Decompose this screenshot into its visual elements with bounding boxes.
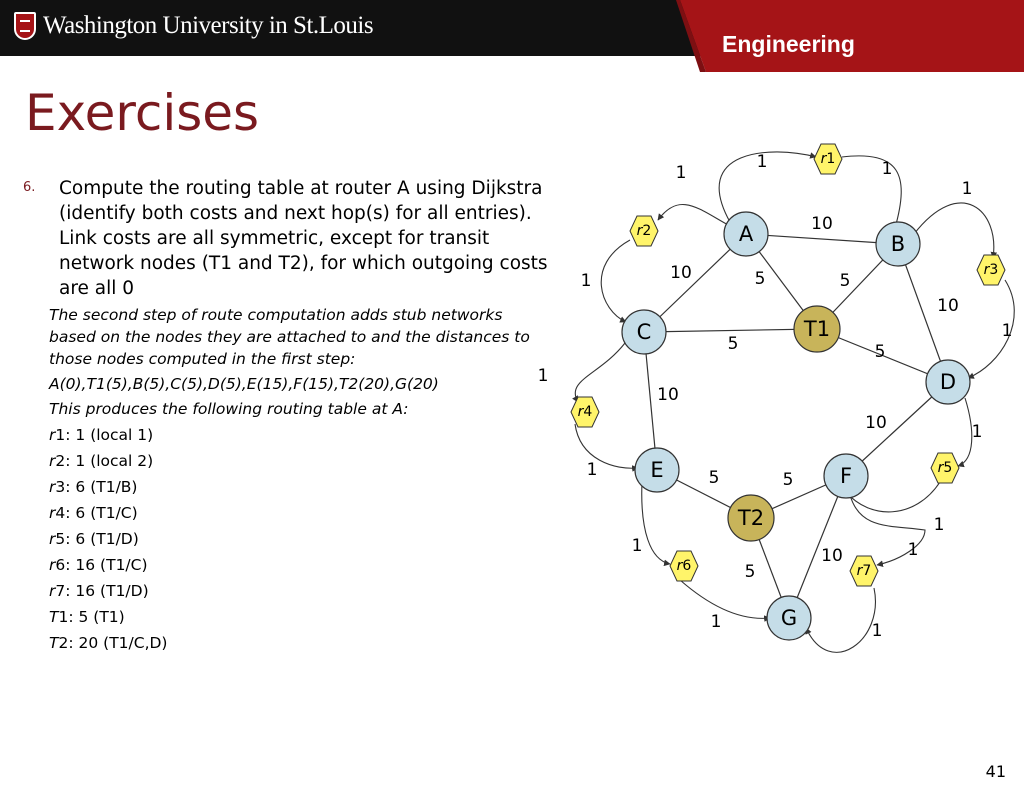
link-cost-label: 5 [744,562,756,582]
stub-cost-label: 1 [586,460,598,480]
stub-link-r7 [806,588,875,652]
routing-entry-value: : 1 (local 1) [65,426,154,444]
transit-label-T2: T2 [737,506,765,530]
link-cost-label: 10 [821,546,843,566]
link-cost-label: 5 [782,470,794,490]
routing-entry [49,474,549,500]
stub-label-number: 4 [583,404,593,420]
stub-label-r3 [984,262,999,278]
stub-label-r1 [821,151,836,167]
stub-link-r5 [958,398,972,466]
routing-entry-index: 7 [55,582,66,600]
stub-label-r6 [677,558,692,574]
note-intro: The second step of route computation adds stub networks based on the nodes they are attached to and the distances to those nodes computed in the first step: [49,306,530,368]
routing-entry-prefix: r [49,582,56,600]
link-cost-label: 10 [670,263,692,283]
link-A-B [746,234,898,244]
engineering-band [0,0,1024,72]
stub-link-r1 [719,152,816,222]
stub-label-number: 3 [989,262,999,278]
stub-cost-label: 1 [871,621,883,641]
page-number: 41 [985,762,1006,781]
link-cost-label: 5 [874,342,886,362]
stub-label-prefix: r [676,558,683,574]
stub-label-number: 5 [943,460,953,476]
stub-cost-label: 1 [675,163,687,183]
router-label-E: E [650,458,664,482]
stub-link-r2 [601,240,630,322]
routing-entry [49,604,549,630]
link-cost-label: 10 [811,214,833,234]
link-C-T1 [644,329,817,332]
stub-label-prefix: r [856,563,863,579]
stub-label-number: 2 [642,223,652,239]
routing-entry-value: : 6 (T1/C) [65,504,138,522]
stub-link-r6 [680,580,770,618]
solution-notes [49,304,549,656]
routing-entry-prefix: r [49,426,56,444]
stub-link-r3 [914,203,994,258]
network-diagram [537,135,1024,675]
exercise-task: Compute the routing table at router A using Dijkstra (identify both costs and next hop(s) for all entries). Link costs are all symmetric, except for transit network nodes (T1 and T2), for which outgoing costs are all 0 [59,178,548,299]
link-cost-label: 5 [708,468,720,488]
stub-cost-label: 1 [933,515,945,535]
router-label-B: B [890,232,906,256]
routing-entry-value: : 5 (T1) [68,608,125,626]
link-cost-label: 10 [865,413,887,433]
routing-entry [49,422,549,448]
routing-entry-value: : 1 (local 2) [65,452,154,470]
router-label-D: D [939,370,957,394]
routing-entry-prefix: r [49,504,56,522]
item-number: 6. [23,180,36,195]
stub-label-number: 6 [682,558,692,574]
stub-link-r2 [658,204,730,226]
routing-table [49,422,549,656]
stub-cost-label: 1 [631,536,643,556]
stub-cost-label: 1 [537,366,549,386]
routing-entry-value: : 20 (T1/C,D) [68,634,168,652]
stub-link-r4 [575,424,638,468]
stub-label-prefix: r [577,404,584,420]
stub-label-r7 [857,563,872,579]
stub-cost-label: 1 [756,152,768,172]
routing-entry-prefix: r [49,556,56,574]
stub-label-number: 7 [862,563,872,579]
stub-label-r4 [578,404,593,420]
routing-entry [49,578,549,604]
link-cost-label: 10 [937,296,959,316]
link-cost-label: 10 [657,385,679,405]
stub-label-prefix: r [937,460,944,476]
university-name: Washington University in St.Louis [43,12,374,39]
link-cost-label: 5 [727,334,739,354]
stub-cost-label: 1 [580,271,592,291]
routing-entry-index: 2 [58,634,69,652]
routing-entry-index: 3 [55,478,66,496]
stub-cost-label: 1 [961,179,973,199]
routing-entry-index: 1 [58,608,69,626]
routing-entry-value: : 16 (T1/C) [65,556,148,574]
routing-entry-index: 5 [55,530,66,548]
engineering-label: Engineering [722,31,855,57]
stub-link-r6 [642,482,670,564]
routing-entry [49,552,549,578]
routing-entry-prefix: r [49,530,56,548]
routing-entry-value: : 6 (T1/B) [65,478,138,496]
routing-entry-prefix: T [49,634,59,652]
routing-entry-value: : 16 (T1/D) [65,582,149,600]
routing-entry-prefix: r [49,478,56,496]
stub-cost-label: 1 [881,159,893,179]
note-table-intro: This produces the following routing table at A: [49,400,409,418]
router-label-F: F [839,464,853,488]
distance-list: A(0),T1(5),B(5),C(5),D(5),E(15),F(15),T2(20),G(20) [49,375,439,393]
routing-entry-index: 4 [55,504,66,522]
stub-label-r5 [938,460,953,476]
transit-label-T1: T1 [803,317,831,341]
router-label-C: C [636,320,652,344]
routing-entry-index: 6 [55,556,66,574]
stub-cost-label: 1 [710,612,722,632]
link-cost-label: 5 [839,271,851,291]
routing-entry [49,448,549,474]
routing-entry-prefix: r [49,452,56,470]
link-cost-label: 5 [754,269,766,289]
stub-cost-label: 1 [971,422,983,442]
stub-cost-label: 1 [1001,321,1013,341]
stub-label-prefix: r [983,262,990,278]
routing-entry [49,500,549,526]
stub-label-r2 [637,223,652,239]
slide-title: Exercises [25,84,260,142]
stub-link-r4 [575,343,625,402]
routing-entry-index: 2 [55,452,66,470]
routing-entry-prefix: T [49,608,59,626]
routing-entry-index: 1 [55,426,66,444]
routing-entry-value: : 6 (T1/D) [65,530,139,548]
routing-entry [49,630,549,656]
routing-entry [49,526,549,552]
router-label-A: A [738,222,754,246]
stub-label-prefix: r [820,151,827,167]
stub-label-prefix: r [636,223,643,239]
stub-cost-label: 1 [907,540,919,560]
stub-label-number: 1 [826,151,836,167]
router-label-G: G [780,606,798,630]
